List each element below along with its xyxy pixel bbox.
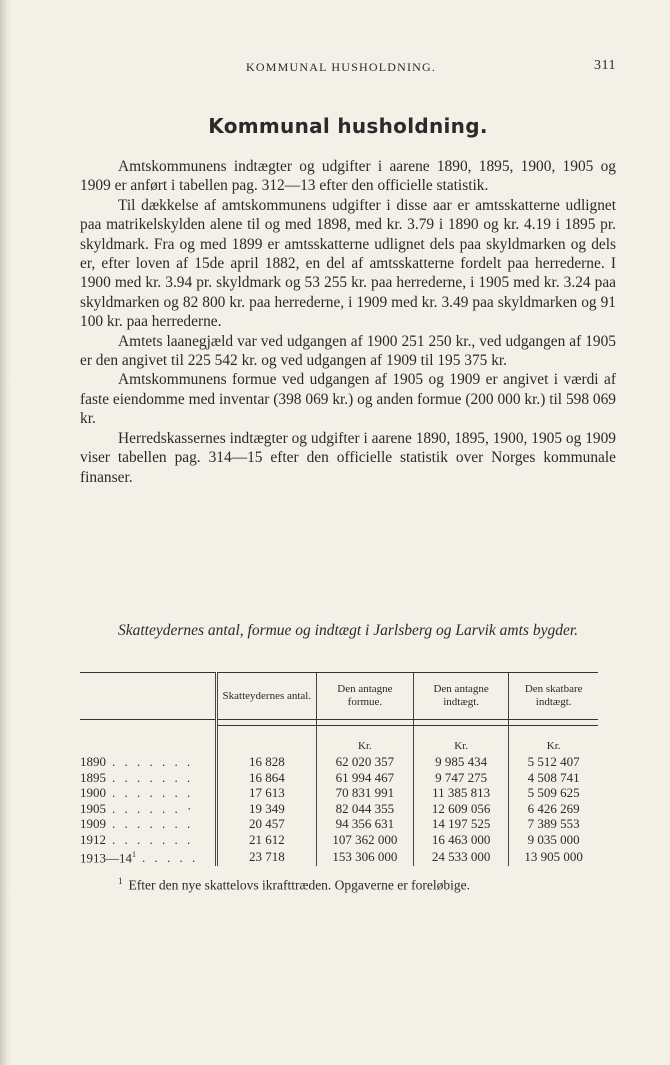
header-indtaegt: Den antagne indtægt. bbox=[413, 673, 508, 720]
row-leader-dots: . . . . . . · bbox=[112, 800, 195, 816]
table-row bbox=[80, 801, 598, 817]
cell-skatbar: 4 508 741 bbox=[509, 770, 598, 786]
footnote-marker: 1 bbox=[118, 876, 123, 886]
row-label bbox=[80, 816, 216, 832]
footnote bbox=[118, 876, 618, 894]
cell-indtaegt: 12 609 056 bbox=[413, 801, 508, 817]
cell-formue: 94 356 631 bbox=[316, 816, 413, 832]
row-year: 1912 bbox=[80, 831, 106, 847]
cell-antal: 23 718 bbox=[216, 847, 316, 866]
cell-antal: 19 349 bbox=[216, 801, 316, 817]
header-antal: Skatteydernes antal. bbox=[216, 673, 316, 720]
row-label bbox=[80, 785, 216, 801]
cell-skatbar: 5 512 407 bbox=[509, 754, 598, 770]
table-body bbox=[80, 754, 598, 866]
cell-formue: 70 831 991 bbox=[316, 785, 413, 801]
table-row bbox=[80, 754, 598, 770]
row-year: 1895 bbox=[80, 769, 106, 785]
row-year: 1909 bbox=[80, 816, 106, 831]
unit-indtaegt: Kr. bbox=[413, 726, 508, 755]
table-row bbox=[80, 832, 598, 848]
paragraph: Amtskommunens formue ved udgangen af 1905 og 1909 er angivet i værdi af faste eiendomme med inventar (398 069 kr.) og anden formue (200 000 kr.) til 598 069 kr. bbox=[80, 371, 616, 428]
table-row bbox=[80, 770, 598, 786]
cell-antal: 17 613 bbox=[216, 785, 316, 801]
cell-skatbar: 6 426 269 bbox=[509, 801, 598, 817]
row-year: 1890 bbox=[80, 754, 106, 769]
row-year: 1905 bbox=[80, 800, 106, 816]
cell-indtaegt: 9 985 434 bbox=[413, 754, 508, 770]
table-row bbox=[80, 785, 598, 801]
table-row bbox=[80, 847, 598, 866]
row-leader-dots: . . . . . . . bbox=[112, 831, 194, 847]
cell-antal: 21 612 bbox=[216, 832, 316, 848]
paragraph: Til dækkelse af amtskommunens udgifter i disse aar er amtsskatterne udlignet paa matrikelskylden alene til og med 1898, med kr. 3.79 i 1890 og kr. 4.19 i 1895 pr. skyldmark. Fra og med 1899 er amtsskatterne udlignet dels paa skyldmarken og dels er, efter loven af 15de april 1882, en del af amtsskatterne fordelt paa herrederne. I 1900 med kr. 3.94 pr. skyldmark og 53 255 kr. paa herrederne, i 1905 med kr. 3.24 paa skyldmarken og 82 800 kr. paa herrederne, i 1909 med kr. 3.49 paa skyldmarken og 91 100 kr. paa herrederne. bbox=[80, 196, 616, 331]
header-skatbar: Den skatbare indtægt. bbox=[509, 673, 598, 720]
row-label bbox=[80, 754, 216, 770]
cell-antal: 16 828 bbox=[216, 754, 316, 770]
paragraph: Herredskassernes indtægter og udgifter i aarene 1890, 1895, 1900, 1905 og 1909 viser tabellen pag. 314—15 efter den officielle statistik over Norges kommunale finanser. bbox=[80, 429, 616, 486]
cell-indtaegt: 16 463 000 bbox=[413, 832, 508, 848]
row-label bbox=[80, 832, 216, 848]
row-footnote-marker: 1 bbox=[132, 850, 136, 859]
cell-indtaegt: 9 747 275 bbox=[413, 770, 508, 786]
row-leader-dots: . . . . . bbox=[142, 850, 199, 866]
paragraph: Amtets laanegjæld var ved udgangen af 1900 251 250 kr., ved udgangen af 1905 er den angivet til 225 542 kr. og ved udgangen af 1909 til 195 375 kr. bbox=[80, 332, 616, 370]
row-label bbox=[80, 801, 216, 817]
unit-antal bbox=[216, 726, 316, 755]
cell-skatbar: 13 905 000 bbox=[509, 847, 598, 866]
table-header-row bbox=[80, 673, 598, 720]
row-label bbox=[80, 770, 216, 786]
units-row bbox=[80, 726, 598, 755]
row-leader-dots: . . . . . . . bbox=[112, 754, 194, 769]
row-year: 1913—14 bbox=[80, 850, 132, 866]
page-number: 311 bbox=[594, 58, 616, 73]
cell-antal: 16 864 bbox=[216, 770, 316, 786]
cell-formue: 82 044 355 bbox=[316, 801, 413, 817]
running-title: KOMMUNAL HUSHOLDNING. bbox=[246, 60, 437, 74]
header-label-cell bbox=[80, 673, 216, 720]
cell-skatbar: 9 035 000 bbox=[509, 832, 598, 848]
cell-formue: 153 306 000 bbox=[316, 847, 413, 866]
cell-formue: 107 362 000 bbox=[316, 832, 413, 848]
table-title: Skatteydernes antal, formue og indtægt i Jarlsberg og Larvik amts bygder. bbox=[117, 622, 579, 639]
footnote-text: Efter den nye skattelovs ikrafttræden. Opgaverne er foreløbige. bbox=[128, 877, 470, 893]
cell-indtaegt: 11 385 813 bbox=[413, 785, 508, 801]
tax-table bbox=[80, 672, 598, 866]
row-leader-dots: . . . . . . . bbox=[112, 785, 194, 800]
cell-skatbar: 7 389 553 bbox=[509, 816, 598, 832]
page-edge bbox=[0, 0, 12, 1065]
section-title: Kommunal husholdning. bbox=[208, 114, 488, 138]
row-year: 1900 bbox=[80, 785, 106, 800]
row-label bbox=[80, 847, 216, 866]
cell-formue: 61 994 467 bbox=[316, 770, 413, 786]
header-formue: Den antagne formue. bbox=[316, 673, 413, 720]
paragraph: Amtskommunens indtægter og udgifter i aarene 1890, 1895, 1900, 1905 og 1909 er anført i tabellen pag. 312—13 efter den officielle statistik. bbox=[80, 158, 616, 195]
unit-formue: Kr. bbox=[316, 726, 413, 755]
row-leader-dots: . . . . . . . bbox=[112, 769, 194, 785]
cell-indtaegt: 24 533 000 bbox=[413, 847, 508, 866]
body-text bbox=[80, 157, 616, 487]
table-row bbox=[80, 816, 598, 832]
unit-skatbar: Kr. bbox=[509, 726, 598, 755]
row-leader-dots: . . . . . . . bbox=[112, 816, 194, 831]
cell-formue: 62 020 357 bbox=[316, 754, 413, 770]
cell-indtaegt: 14 197 525 bbox=[413, 816, 508, 832]
cell-antal: 20 457 bbox=[216, 816, 316, 832]
cell-skatbar: 5 509 625 bbox=[509, 785, 598, 801]
